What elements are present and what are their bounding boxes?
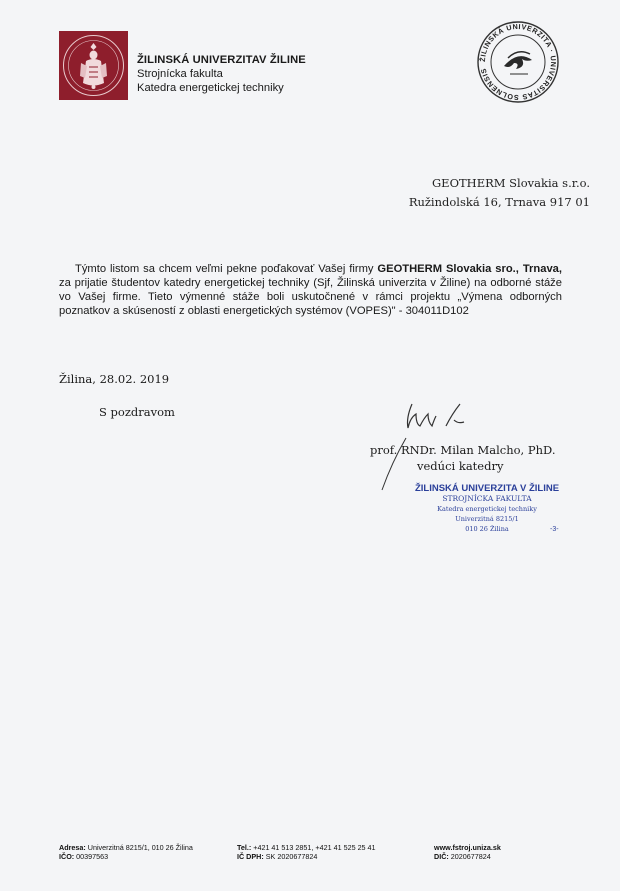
letter-body (59, 262, 562, 318)
greeting: S pozdravom (99, 405, 175, 419)
department-name: Katedra energetickej techniky (137, 82, 284, 94)
stamp-line-city: 010 26 Žilina (465, 525, 509, 533)
footer-website: www.fstroj.uniza.sk (434, 843, 501, 852)
footer-dic-value: 2020677824 (448, 852, 491, 861)
stamp-line-university: ŽILINSKÁ UNIVERZITA V ŽILINE (414, 483, 560, 494)
recipient-block (409, 174, 590, 212)
university-seal (474, 18, 562, 106)
seal-icon (474, 18, 562, 106)
body-company-name: GEOTHERM Slovakia sro., Trnava, (377, 263, 562, 275)
stamp-line-faculty: STROJNÍCKA FAKULTA (442, 494, 532, 503)
footer-dic-label: DIČ: (434, 852, 449, 861)
stamp-number: -3- (550, 526, 559, 533)
date-line: Žilina, 28.02. 2019 (59, 372, 170, 386)
footer-address (59, 843, 193, 861)
footer-contact (237, 843, 376, 861)
footer-tel-value: +421 41 513 2851, +421 41 525 25 41 (251, 843, 376, 852)
footer-address-label: Adresa: (59, 843, 86, 852)
university-name: ŽILINSKÁ UNIVERZITAV ŽILINE (137, 54, 306, 66)
signatory-role: vedúci katedry (417, 459, 504, 473)
footer-ico-value: 00397563 (74, 852, 109, 861)
footer-icdph-value: SK 2020677824 (263, 852, 318, 861)
body-text-part1: Týmto listom sa chcem veľmi pekne poďakovať Vašej firmy (75, 263, 378, 275)
svg-text:ŽILINSKÁ UNIVERZITA · UNIVERSI: ŽILINSKÁ UNIVERZITA · UNIVERSITAS SOLNENSIS (477, 21, 559, 103)
faculty-name: Strojnícka fakulta (137, 68, 223, 80)
recipient-company: GEOTHERM Slovakia s.r.o. (431, 176, 590, 190)
body-text-part2: za prijatie študentov katedry energetickej techniky (Sjf, Žilinská univerzita v Žiline) na odborné stáže vo Vašej firme. Tieto výmenné stáže boli uskutočnené v rámci projektu „Výmena odborných poznatkov a skúseností z oblasti energetických systémov (VOPES)" - 304011D102 (59, 277, 562, 317)
footer-icdph-label: IČ DPH: (237, 852, 264, 861)
footer-tel-label: Tel.: (237, 843, 252, 852)
footer-web (434, 843, 501, 861)
stamp-line-department: Katedra energetickej techniky (437, 505, 537, 513)
recipient-address: Ružindolská 16, Trnava 917 01 (408, 195, 590, 209)
footer-address-value: Univerzitná 8215/1, 010 26 Žilina (85, 843, 193, 852)
crest-icon (59, 31, 128, 100)
footer-ico-label: IČO: (59, 852, 75, 861)
signatory-name: prof. RNDr. Milan Malcho, PhD. (370, 443, 556, 457)
department-stamp (412, 484, 562, 534)
letterhead (137, 53, 306, 95)
stamp-line-street: Univerzitná 8215/1 (455, 515, 519, 523)
university-logo (59, 31, 128, 100)
